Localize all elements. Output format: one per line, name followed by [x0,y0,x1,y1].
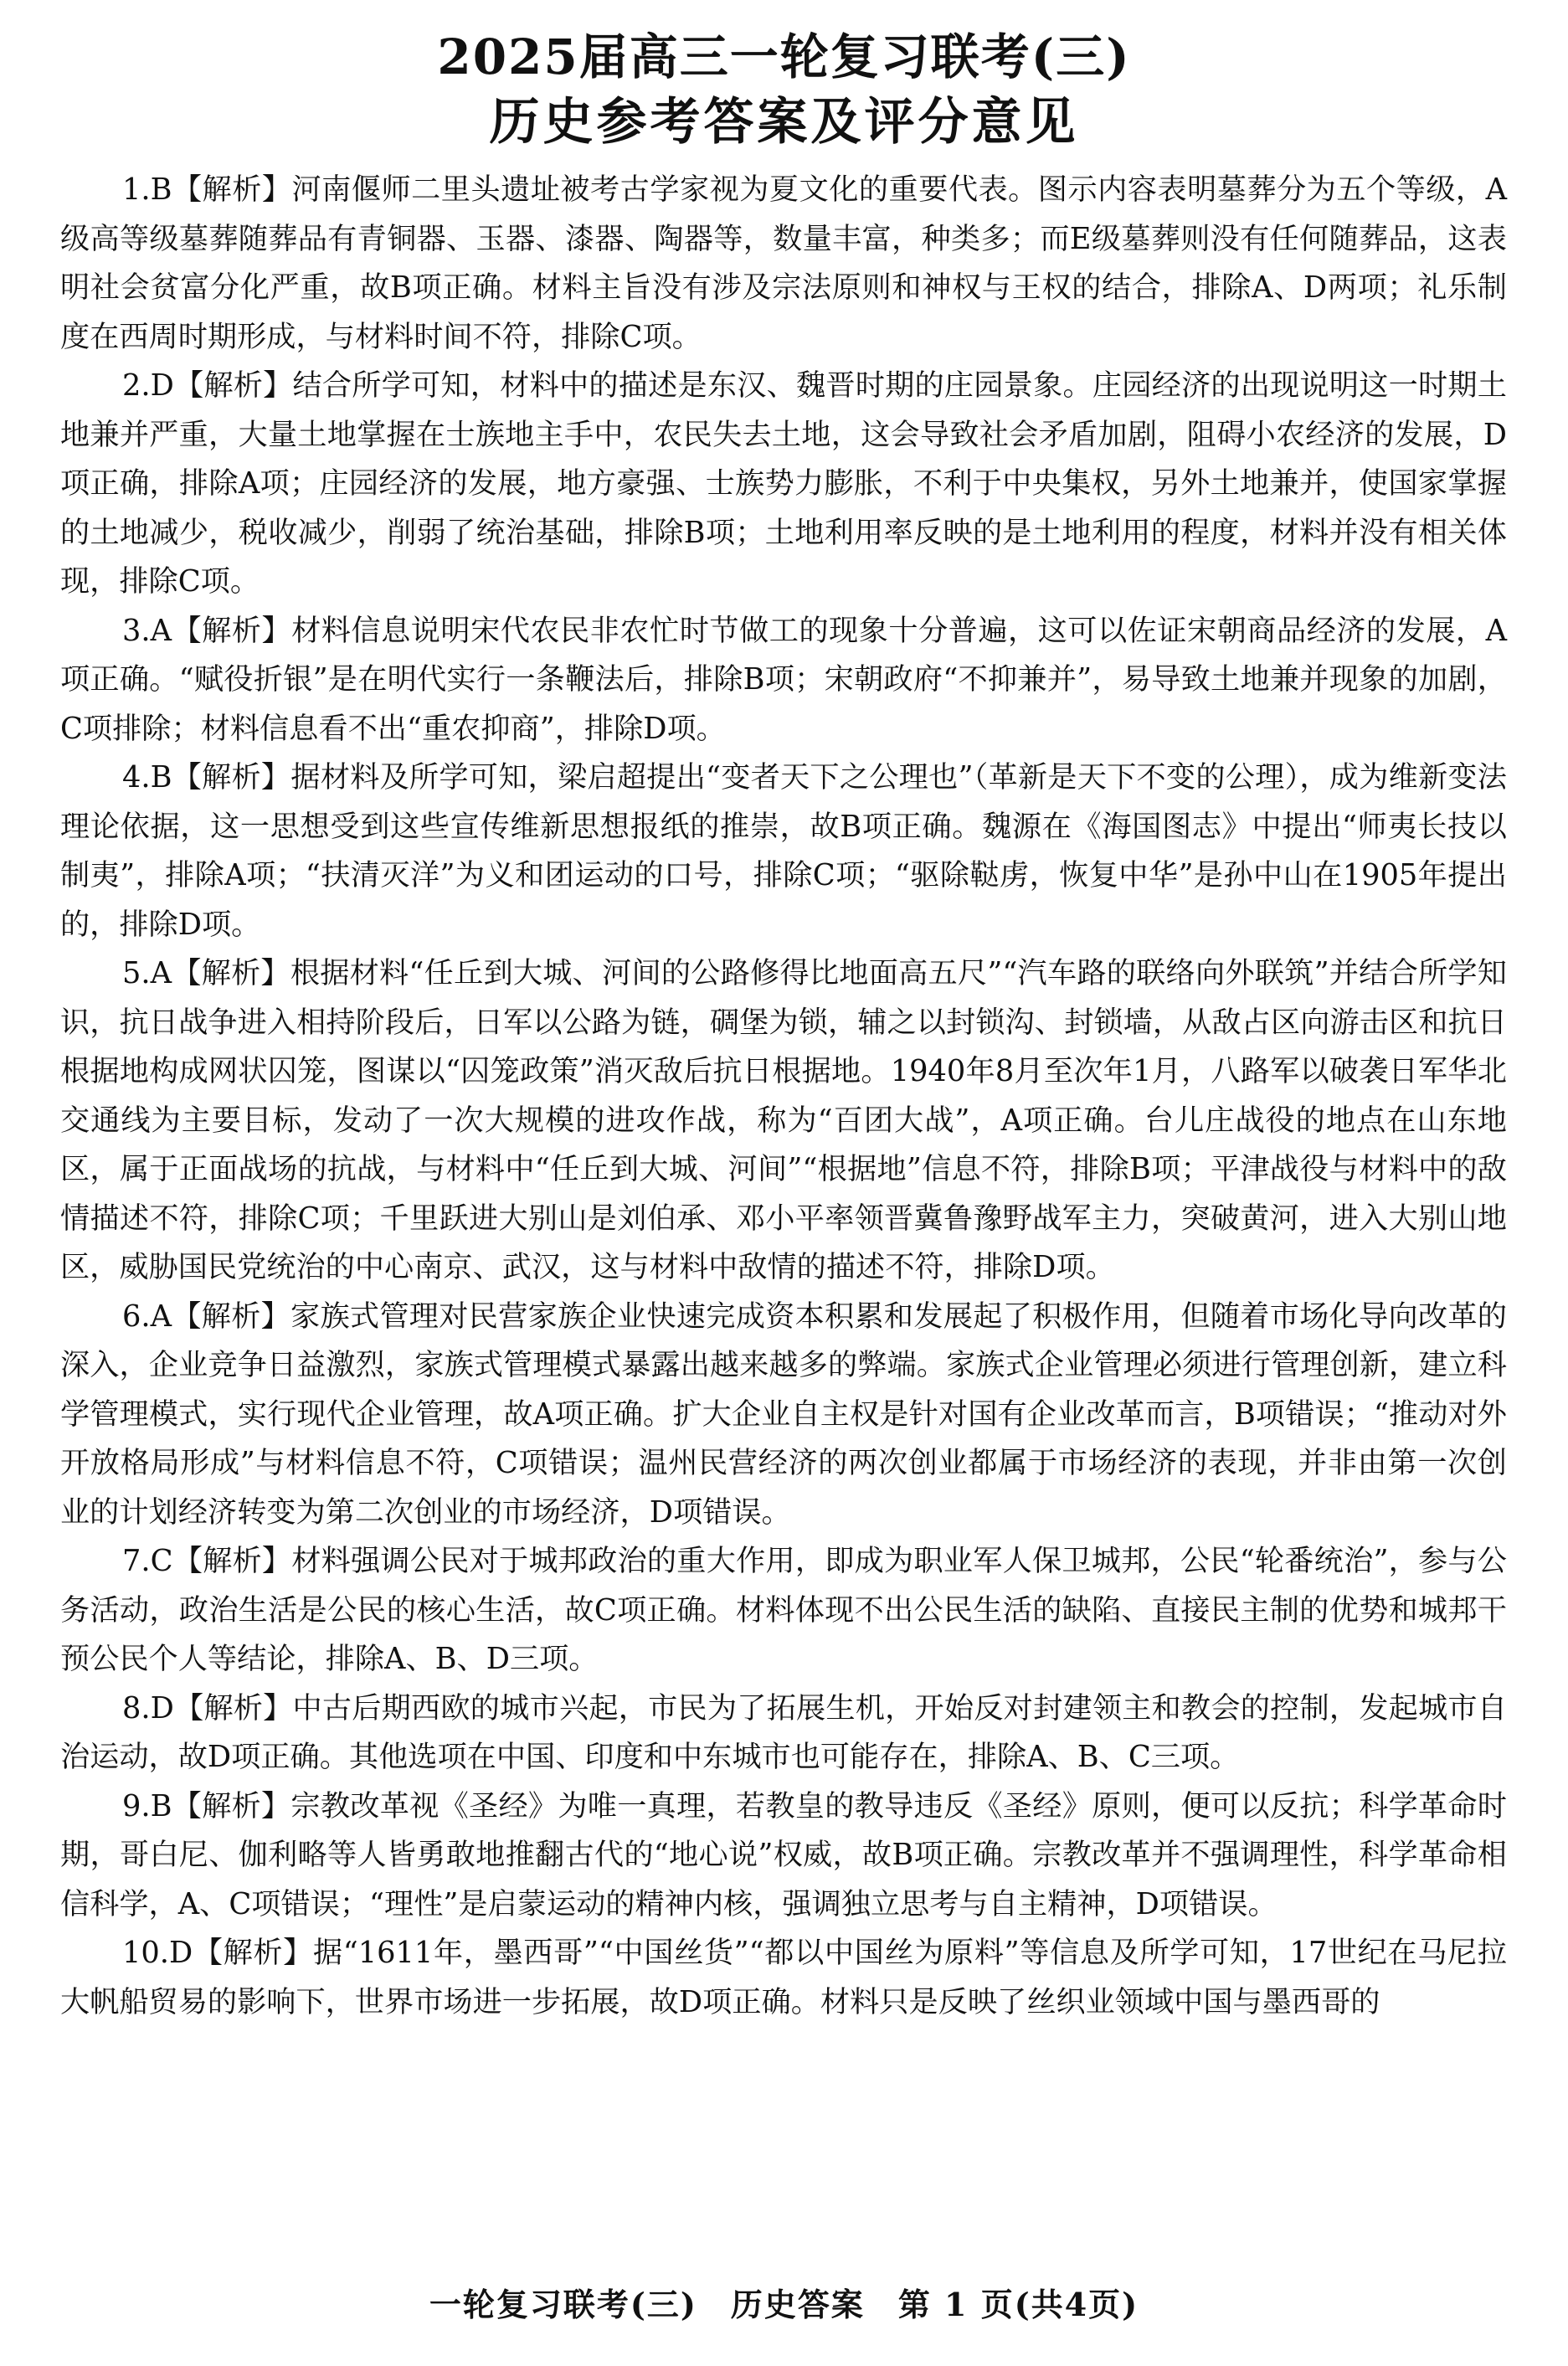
exam-title: 2025届高三一轮复习联考(三) [437,28,1131,85]
answer-item-10: 10.D【解析】据“1611年，墨西哥”“中国丝货”“都以中国丝为原料”等信息及所学可知，17世纪在马尼拉大帆船贸易的影响下，世界市场进一步拓展，故D项正确。材料只是反映了丝织业领域中国与墨西哥的 [60,1936,1507,2019]
answer-item-1: 1.B【解析】河南偃师二里头遗址被考古学家视为夏文化的重要代表。图示内容表明墓葬分为五个等级，A级高等级墓葬随葬品有青铜器、玉器、漆器、陶器等，数量丰富，种类多；而E级墓葬则没有任何随葬品，这表明社会贫富分化严重，故B项正确。材料主旨没有涉及宗法原则和神权与王权的结合，排除A、D两项；礼乐制度在西周时期形成，与材料时间不符，排除C项。 [60,172,1507,354]
answer-item-2: 2.D【解析】结合所学可知，材料中的描述是东汉、魏晋时期的庄园景象。庄园经济的出现说明这一时期土地兼并严重，大量土地掌握在士族地主手中，农民失去土地，这会导致社会矛盾加剧，阻碍小农经济的发展，D项正确，排除A项；庄园经济的发展，地方豪强、士族势力膨胀，不利于中央集权，另外土地兼并，使国家掌握的土地减少，税收减少，削弱了统治基础，排除B项；土地利用率反映的是土地利用的程度，材料并没有相关体现，排除C项。 [60,368,1507,599]
answer-item-6: 6.A【解析】家族式管理对民营家族企业快速完成资本积累和发展起了积极作用，但随着市场化导向改革的深入，企业竞争日益激烈，家族式管理模式暴露出越来越多的弊端。家族式企业管理必须进行管理创新，建立科学管理模式，实行现代企业管理，故A项正确。扩大企业自主权是针对国有企业改革而言，B项错误；“推动对外开放格局形成”与材料信息不符，C项错误；温州民营经济的两次创业都属于市场经济的表现，并非由第一次创业的计划经济转变为第二次创业的市场经济，D项错误。 [60,1299,1507,1530]
page-footer: 一轮复习联考(三) 历史答案 第 1 页(共4页) [429,2286,1139,2323]
answer-item-7: 7.C【解析】材料强调公民对于城邦政治的重大作用，即成为职业军人保卫城邦，公民“轮番统治”，参与公务活动，政治生活是公民的核心生活，故C项正确。材料体现不出公民生活的缺陷、直接民主制的优势和城邦干预公民个人等结论，排除A、B、D三项。 [60,1544,1507,1676]
answer-list [60,166,1507,2027]
answer-item-9: 9.B【解析】宗教改革视《圣经》为唯一真理，若教皇的教导违反《圣经》原则，便可以反抗；科学革命时期，哥白尼、伽利略等人皆勇敢地推翻古代的“地心说”权威，故B项正确。宗教改革并不强调理性，科学革命相信科学，A、C项错误；“理性”是启蒙运动的精神内核，强调独立思考与自主精神，D项错误。 [60,1788,1507,1921]
answer-item-8: 8.D【解析】中古后期西欧的城市兴起，市民为了拓展生机，开始反对封建领主和教会的控制，发起城市自治运动，故D项正确。其他选项在中国、印度和中东城市也可能存在，排除A、B、C三项。 [60,1690,1507,1774]
answer-item-4: 4.B【解析】据材料及所学可知，梁启超提出“变者天下之公理也”（革新是天下不变的公理），成为维新变法理论依据，这一思想受到这些宣传维新思想报纸的推崇，故B项正确。魏源在《海国图志》中提出“师夷长技以制夷”，排除A项；“扶清灭洋”为义和团运动的口号，排除C项；“驱除鞑虏，恢复中华”是孙中山在1905年提出的，排除D项。 [60,760,1507,942]
answer-item-3: 3.A【解析】材料信息说明宋代农民非农忙时节做工的现象十分普遍，这可以佐证宋朝商品经济的发展，A项正确。“赋役折银”是在明代实行一条鞭法后，排除B项；宋朝政府“不抑兼并”，易导致土地兼并现象的加剧，C项排除；材料信息看不出“重农抑商”，排除D项。 [60,613,1507,746]
answer-item-5: 5.A【解析】根据材料“任丘到大城、河间的公路修得比地面高五尺”“汽车路的联络向外联筑”并结合所学知识，抗日战争进入相持阶段后，日军以公路为链，碉堡为锁，辅之以封锁沟、封锁墙，从敌占区向游击区和抗日根据地构成网状囚笼，图谋以“囚笼政策”消灭敌后抗日根据地。1940年8月至次年1月，八路军以破袭日军华北交通线为主要目标，发动了一次大规模的进攻作战，称为“百团大战”，A项正确。台儿庄战役的地点在山东地区，属于正面战场的抗战，与材料中“任丘到大城、河间”“根据地”信息不符，排除B项；平津战役与材料中的敌情描述不符，排除C项；千里跃进大别山是刘伯承、邓小平率领晋冀鲁豫野战军主力，突破黄河，进入大别山地区，威胁国民党统治的中心南京、武汉，这与材料中敌情的描述不符，排除D项。 [60,956,1507,1284]
answer-key-title: 历史参考答案及评分意见 [489,93,1079,152]
